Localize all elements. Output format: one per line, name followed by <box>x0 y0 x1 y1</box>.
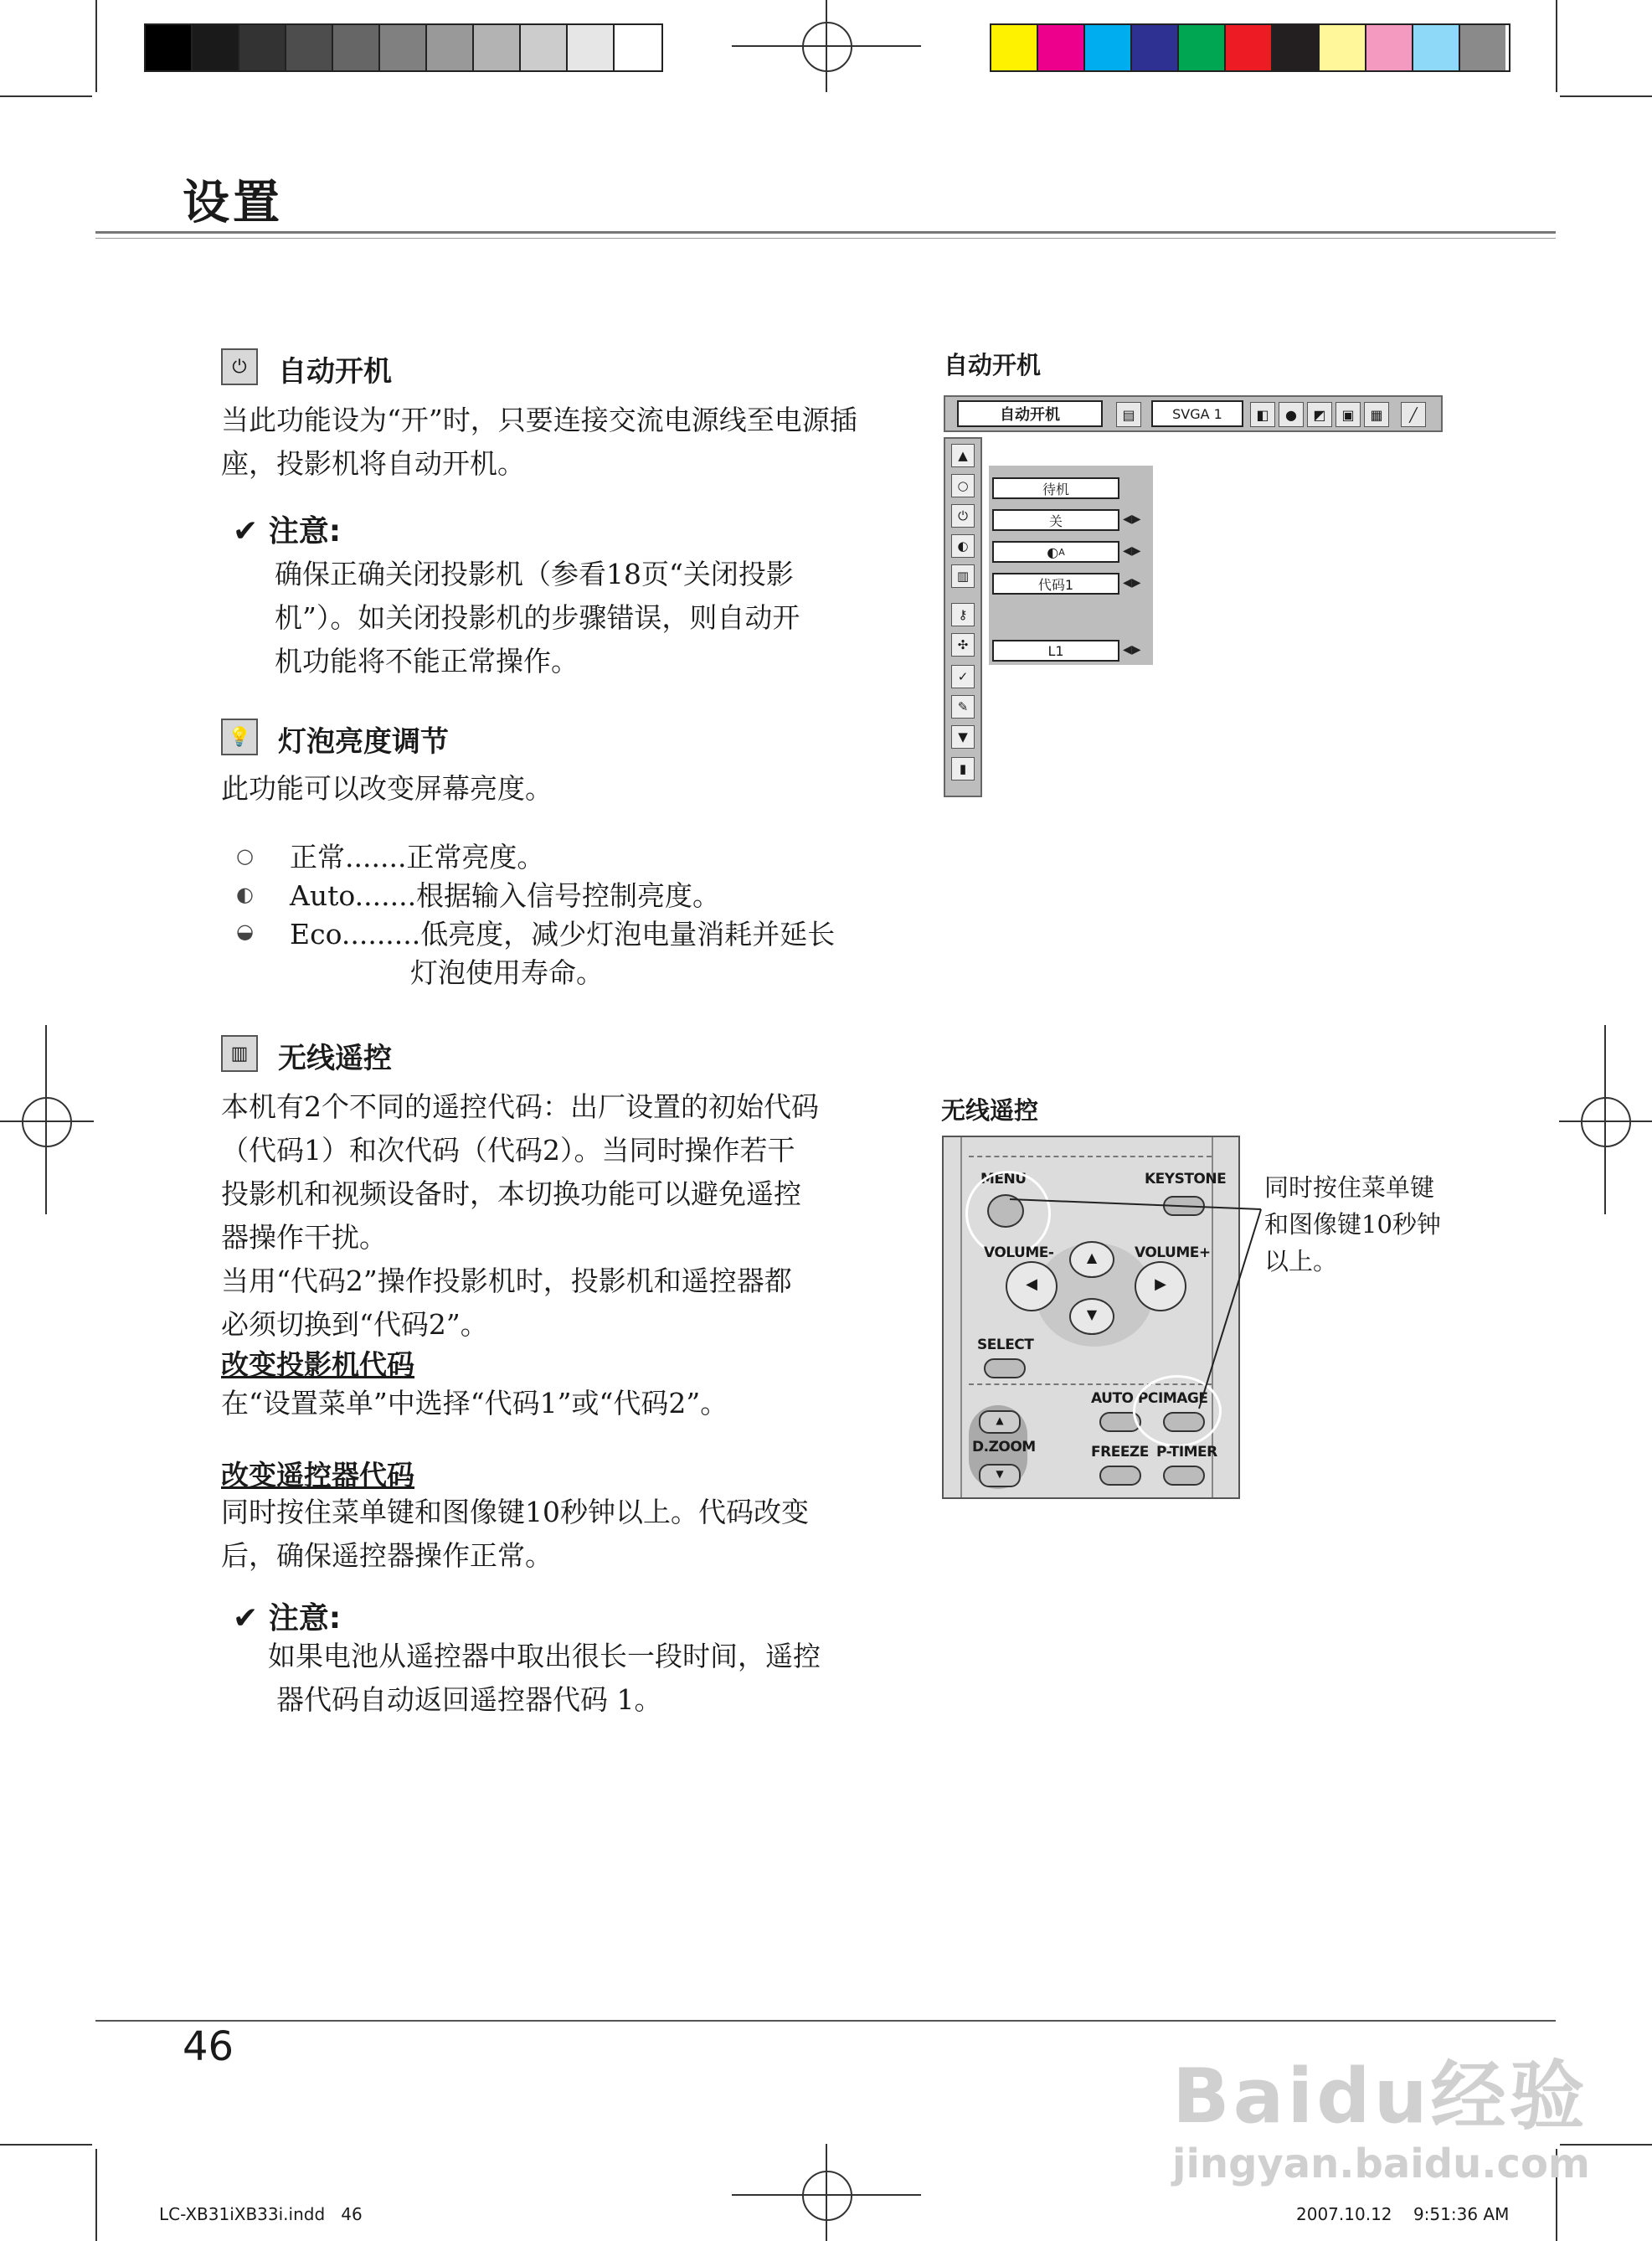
color-swatch <box>333 25 380 70</box>
color-swatch <box>286 25 333 70</box>
remote-label-menu: MENU <box>980 1171 1027 1187</box>
lamp-option-eco: Eco.........低亮度，减少灯泡电量消耗并延长 <box>290 918 836 950</box>
registration-mark <box>1581 1097 1631 1147</box>
remote-label-image: IMAGE <box>1158 1390 1208 1407</box>
remote-label-freeze: FREEZE <box>1091 1444 1149 1461</box>
page-title: 设置 <box>183 176 283 230</box>
menu-sidebar <box>944 437 982 797</box>
color-swatch <box>991 25 1038 70</box>
figure-label-menu: 自动开机 <box>944 351 1042 379</box>
dpad-right-button[interactable]: ▶ <box>1135 1261 1186 1311</box>
left-right-arrow-icon[interactable]: ◀▶ <box>1123 576 1141 590</box>
watermark-url: jingyan.baidu.com <box>1172 2141 1590 2187</box>
down-arrow-icon: ▼ <box>951 725 975 749</box>
crop-mark <box>0 2144 92 2146</box>
remote-icon: ▥ <box>221 1035 258 1072</box>
callout-lines <box>1005 1172 1273 1424</box>
projector-code-body: 在“设置菜单”中选择“代码1”或“代码2”。 <box>221 1387 728 1419</box>
remote-code-body: 同时按住菜单键和图像键10秒钟以上。代码改变 后，确保遥控器操作正常。 <box>221 1496 809 1572</box>
check-icon: ✓ <box>951 665 975 688</box>
key-icon: ⚷ <box>951 603 975 626</box>
menu-item-lamp-auto[interactable]: ◐ A <box>992 541 1119 563</box>
color-swatch <box>1038 25 1085 70</box>
section-title-auto-on: 自动开机 <box>278 355 392 389</box>
menu-item-l1[interactable]: L1 <box>992 640 1119 662</box>
color-swatch <box>568 25 615 70</box>
color-swatch <box>1320 25 1366 70</box>
pc-icon: ◧ <box>1250 402 1275 427</box>
crop-mark <box>1556 0 1557 92</box>
info-icon: ▦ <box>1364 402 1389 427</box>
up-arrow-icon: ▲ <box>951 444 975 467</box>
remote-callout: 同时按住菜单键 和图像键10秒钟 以上。 <box>1264 1173 1441 1275</box>
remote-label-select: SELECT <box>977 1337 1034 1353</box>
grayscale-bar <box>144 23 663 72</box>
note-heading: ✔ 注意: <box>233 1601 342 1636</box>
remote-divider <box>969 1156 1212 1157</box>
screen-icon: ◩ <box>1307 402 1332 427</box>
color-swatch <box>1132 25 1179 70</box>
registration-mark <box>0 1120 94 1122</box>
crop-mark <box>0 95 92 97</box>
color-swatch <box>1085 25 1132 70</box>
bulb-eco-icon: ◒ <box>236 920 254 943</box>
left-right-arrow-icon[interactable]: ◀▶ <box>1123 513 1141 526</box>
registration-mark <box>45 1025 47 1214</box>
menu-title-box: 自动开机 <box>957 400 1103 427</box>
dzoom-up-button[interactable]: ▲ <box>979 1410 1021 1434</box>
bulb-auto-icon: ◐ <box>1047 544 1059 560</box>
remote-label-keystone: KEYSTONE <box>1145 1171 1227 1187</box>
color-swatch <box>521 25 568 70</box>
registration-mark <box>802 2171 852 2221</box>
color-swatch <box>1413 25 1460 70</box>
color-icon: ● <box>1279 402 1304 427</box>
lamp-icon: ◐ <box>951 534 975 558</box>
menu-item-off[interactable]: 关 <box>992 509 1119 531</box>
menu-item-standby[interactable]: 待机 <box>992 477 1119 499</box>
left-right-arrow-icon[interactable]: ◀▶ <box>1123 643 1141 657</box>
crop-mark <box>1560 95 1652 97</box>
color-swatch <box>474 25 521 70</box>
subheading-projector-code: 改变投影机代码 <box>221 1348 414 1381</box>
dpad-down-button[interactable]: ▼ <box>1069 1298 1114 1335</box>
registration-mark <box>802 22 852 72</box>
color-swatch <box>239 25 286 70</box>
input-icon: ▤ <box>1116 402 1141 427</box>
auto-on-note: 确保正确关闭投影机（参看18页“关闭投影 机”）。如关闭投影机的步骤错误，则自动开 机功能将不能正常操作。 <box>275 558 800 677</box>
remote-tab-icon: ╱ <box>1401 402 1426 427</box>
watermark-logo: Baidu经验 <box>1172 2053 1588 2141</box>
setting-menu-figure <box>944 395 1443 797</box>
header-rule <box>95 231 1556 234</box>
remote-icon: ▥ <box>951 564 975 588</box>
subheading-remote-code: 改变遥控器代码 <box>221 1459 414 1491</box>
remote-label-volume-minus: VOLUME- <box>984 1244 1054 1261</box>
color-swatch <box>1226 25 1273 70</box>
color-swatch <box>193 25 239 70</box>
signal-box: SVGA 1 <box>1151 400 1243 427</box>
bulb-normal-icon: ○ <box>236 844 254 868</box>
remote-label-auto-pc: AUTO PC <box>1091 1390 1158 1407</box>
remote-label-dzoom: D.ZOOM <box>972 1439 1036 1455</box>
footer-timestamp: 2007.10.12 9:51:36 AM <box>1296 2204 1510 2224</box>
ptimer-button[interactable] <box>1163 1466 1205 1486</box>
registration-mark <box>22 1097 72 1147</box>
registration-mark <box>826 2144 827 2241</box>
left-right-arrow-icon[interactable]: ◀▶ <box>1123 544 1141 558</box>
lamp-body: 此功能可以改变屏幕亮度。 <box>221 772 553 805</box>
bulb-icon: ○ <box>951 474 975 497</box>
section-title-lamp: 灯泡亮度调节 <box>278 725 449 759</box>
bulb-auto-icon: ◐ <box>236 883 254 906</box>
color-swatch <box>1179 25 1226 70</box>
freeze-button[interactable] <box>1099 1466 1141 1486</box>
lamp-option-normal: 正常.......正常亮度。 <box>290 841 545 873</box>
menu-options-panel <box>989 466 1153 665</box>
exit-icon: ▮ <box>951 757 975 780</box>
page-number: 46 <box>183 2023 234 2070</box>
dpad-left-button[interactable]: ◀ <box>1006 1261 1058 1311</box>
lamp-option-eco-cont: 灯泡使用寿命。 <box>410 956 604 989</box>
color-swatch <box>615 25 660 70</box>
color-swatch <box>1366 25 1413 70</box>
color-swatch <box>380 25 427 70</box>
remote-body: 本机有2个不同的遥控代码：出厂设置的初始代码 （代码1）和次代码（代码2）。当同时操作若干 投影机和视频设备时，本切换功能可以避免遥控 器操作干扰。 当用“代码2”操作投影机时，投影机和遥控器都 必须切换到“代码2”。 <box>221 1090 819 1341</box>
lock-icon: ✎ <box>951 695 975 719</box>
note-heading: ✔ 注意: <box>233 514 342 549</box>
lamp-icon: 💡 <box>221 719 258 755</box>
dpad-up-button[interactable]: ▲ <box>1069 1241 1114 1278</box>
lamp-option-auto: Auto.......根据输入信号控制亮度。 <box>290 879 721 912</box>
color-swatch <box>1460 25 1505 70</box>
remote-note: 如果电池从遥控器中取出很长一段时间，遥控 器代码自动返回遥控器代码 1。 <box>268 1640 821 1716</box>
remote-label-volume-plus: VOLUME+ <box>1135 1244 1211 1261</box>
footer-rule <box>95 2020 1556 2022</box>
color-swatch <box>427 25 474 70</box>
figure-label-remote: 无线遥控 <box>941 1096 1039 1125</box>
registration-mark <box>1604 1025 1606 1214</box>
color-swatch <box>1273 25 1320 70</box>
registration-mark <box>826 0 827 92</box>
dzoom-down-button[interactable]: ▼ <box>979 1464 1021 1487</box>
footer-file-name: LC-XB31iXB33i.indd 46 <box>159 2204 363 2224</box>
crop-mark <box>95 2149 97 2241</box>
fan-icon: ✣ <box>951 633 975 657</box>
remote-label-ptimer: P-TIMER <box>1156 1444 1217 1461</box>
header-rule <box>95 238 1556 239</box>
power-on-icon: ⏻ <box>221 348 258 385</box>
section-title-remote: 无线遥控 <box>278 1042 392 1075</box>
setting-icon: ▣ <box>1335 402 1361 427</box>
power-on-icon: ⏻ <box>951 504 975 528</box>
crop-mark <box>95 0 97 92</box>
color-swatch <box>146 25 193 70</box>
menu-item-code[interactable]: 代码1 <box>992 573 1119 595</box>
auto-on-body: 当此功能设为“开”时，只要连接交流电源线至电源插座，投影机将自动开机。 <box>221 404 857 480</box>
remote-edge <box>960 1137 962 1499</box>
color-bar <box>990 23 1510 72</box>
menu-toolbar <box>944 395 1443 432</box>
